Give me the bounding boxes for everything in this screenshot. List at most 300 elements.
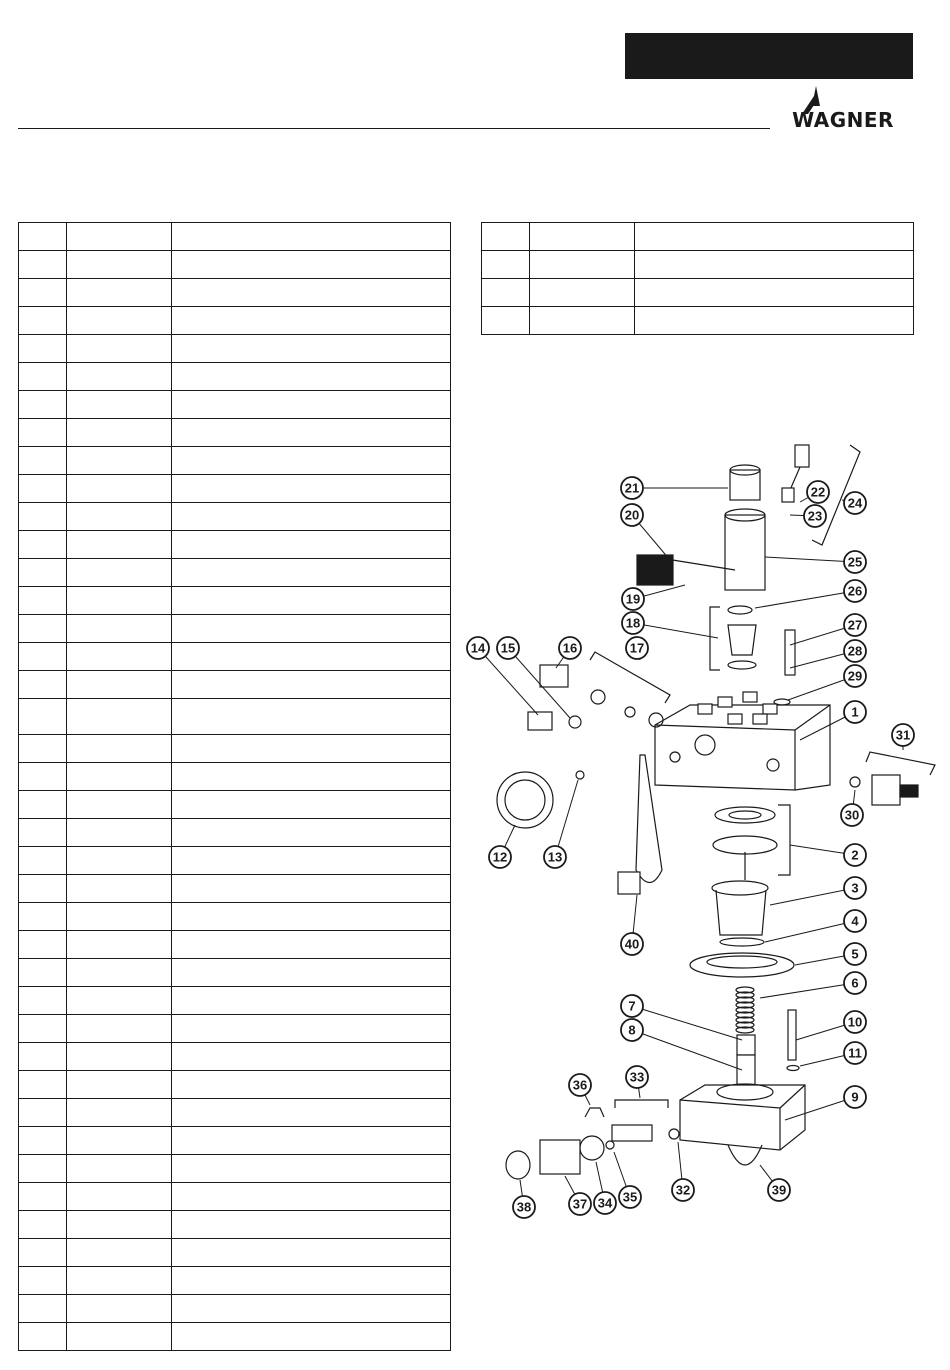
table-cell-pos	[19, 847, 67, 875]
table-cell-description	[172, 251, 451, 279]
block-plug	[718, 697, 732, 707]
callout-8	[621, 1019, 742, 1070]
table-cell-pos	[19, 875, 67, 903]
table-cell-pos	[19, 503, 67, 531]
cylinder-25	[725, 515, 765, 590]
table-cell-pos	[482, 251, 530, 279]
table-row	[19, 559, 451, 587]
callout-number: 12	[492, 849, 508, 865]
bottom-block	[680, 1085, 805, 1150]
block-plug	[763, 704, 777, 714]
callout-5	[795, 943, 866, 965]
valve-24-head	[795, 445, 809, 467]
callout-number: 23	[807, 508, 823, 524]
table-row	[19, 419, 451, 447]
seal-26	[728, 606, 752, 614]
table-cell-pos	[19, 819, 67, 847]
callout-20	[621, 504, 670, 560]
parts-table-right	[481, 222, 914, 335]
table-cell-pos	[19, 447, 67, 475]
table-cell-pos	[19, 1155, 67, 1183]
callout-number: 2	[851, 847, 859, 863]
washer-29	[774, 699, 790, 705]
oring-32	[669, 1129, 679, 1139]
table-row	[19, 531, 451, 559]
table-cell-description	[172, 223, 451, 251]
table-cell-order-no	[67, 587, 172, 615]
table-cell-description	[172, 1071, 451, 1099]
callout-number: 10	[847, 1014, 863, 1030]
callout-3	[770, 877, 866, 905]
table-cell-pos	[19, 419, 67, 447]
table-cell-description	[172, 1015, 451, 1043]
table-row	[19, 1267, 451, 1295]
callout-19	[622, 585, 685, 610]
callout-number: 38	[516, 1199, 532, 1215]
table-cell-pos	[19, 1239, 67, 1267]
table-row	[19, 1127, 451, 1155]
callout-number: 36	[572, 1077, 588, 1093]
table-cell-description	[172, 1267, 451, 1295]
table-row	[19, 615, 451, 643]
table-cell-pos	[19, 763, 67, 791]
table-cell-description	[635, 251, 914, 279]
table-cell-description	[172, 1043, 451, 1071]
table-row	[482, 279, 914, 307]
callout-11	[800, 1042, 866, 1066]
callout-21	[621, 477, 728, 499]
table-cell-order-no	[67, 1071, 172, 1099]
bracket-18	[710, 607, 720, 670]
callout-10	[796, 1011, 866, 1040]
callout-leader	[770, 888, 855, 905]
table-row	[19, 1295, 451, 1323]
table-cell-order-no	[67, 987, 172, 1015]
table-cell-order-no	[67, 1295, 172, 1323]
table-cell-pos	[19, 987, 67, 1015]
callout-number: 16	[562, 640, 578, 656]
table-cell-order-no	[67, 959, 172, 987]
callout-2	[790, 844, 866, 866]
bracket-17	[590, 652, 670, 703]
callout-number: 26	[847, 583, 863, 599]
cap-38	[506, 1151, 530, 1179]
callout-36	[569, 1074, 591, 1105]
callout-37	[565, 1176, 591, 1215]
table-cell-pos	[19, 1323, 67, 1351]
table-cell-pos	[482, 307, 530, 335]
table-cell-order-no	[67, 791, 172, 819]
table-cell-pos	[19, 223, 67, 251]
table-cell-order-no	[67, 671, 172, 699]
callout-12	[489, 825, 515, 868]
table-cell-pos	[19, 903, 67, 931]
header-black-bar	[625, 33, 913, 79]
knob-37	[540, 1140, 580, 1174]
ball-17	[625, 707, 635, 717]
table-row	[19, 251, 451, 279]
table-cell-description	[172, 987, 451, 1015]
table-row	[19, 587, 451, 615]
table-cell-pos	[19, 1183, 67, 1211]
table-cell-description	[172, 447, 451, 475]
callout-4	[765, 910, 866, 942]
callout-number: 4	[851, 913, 859, 929]
table-cell-description	[172, 475, 451, 503]
table-cell-description	[172, 1239, 451, 1267]
table-cell-pos	[19, 671, 67, 699]
table-cell-order-no	[67, 363, 172, 391]
table-cell-description	[172, 1211, 451, 1239]
callout-number: 14	[470, 640, 486, 656]
callout-number: 19	[625, 591, 641, 607]
callout-number: 34	[597, 1195, 613, 1211]
table-cell-description	[172, 279, 451, 307]
table-cell-pos	[19, 699, 67, 735]
table-row	[482, 251, 914, 279]
callout-number: 15	[500, 640, 516, 656]
table-cell-pos	[19, 959, 67, 987]
callout-number: 32	[675, 1182, 691, 1198]
table-row	[19, 903, 451, 931]
table-cell-order-no	[67, 307, 172, 335]
table-cell-order-no	[67, 447, 172, 475]
callout-number: 22	[810, 484, 826, 500]
callout-number: 24	[847, 495, 863, 511]
table-cell-pos	[19, 531, 67, 559]
table-cell-order-no	[67, 875, 172, 903]
table-cell-pos	[19, 615, 67, 643]
table-cell-order-no	[67, 503, 172, 531]
table-cell-pos	[19, 307, 67, 335]
table-cell-description	[172, 1183, 451, 1211]
fitting-16	[540, 665, 568, 687]
callout-30	[841, 790, 863, 826]
table-cell-description	[172, 875, 451, 903]
table-row	[19, 447, 451, 475]
table-cell-order-no	[67, 615, 172, 643]
table-cell-description	[172, 931, 451, 959]
table-cell-description	[172, 531, 451, 559]
o-ring-4	[720, 938, 764, 946]
clip-36	[585, 1108, 604, 1117]
table-row	[19, 643, 451, 671]
ring-5-inner	[707, 956, 777, 968]
table-cell-description	[172, 1099, 451, 1127]
table-cell-order-no	[67, 1099, 172, 1127]
callout-leader	[760, 983, 855, 998]
callout-leader	[755, 591, 855, 608]
callout-number: 29	[847, 668, 863, 684]
callout-33	[626, 1066, 648, 1098]
callout-29	[788, 665, 866, 700]
table-row	[19, 1071, 451, 1099]
table-cell-description	[172, 1127, 451, 1155]
callout-34	[594, 1162, 616, 1214]
housing-top	[712, 881, 768, 895]
table-cell-description	[172, 903, 451, 931]
callout-24	[842, 492, 866, 514]
table-cell-order-no	[530, 251, 635, 279]
table-cell-order-no	[530, 279, 635, 307]
callout-38	[513, 1180, 535, 1218]
table-cell-description	[635, 307, 914, 335]
table-cell-pos	[19, 279, 67, 307]
callout-leader	[633, 623, 718, 638]
table-row	[19, 1211, 451, 1239]
header-rule	[18, 128, 770, 129]
table-row	[19, 363, 451, 391]
table-cell-description	[172, 763, 451, 791]
bracket-2	[778, 805, 790, 875]
table-cell-order-no	[67, 559, 172, 587]
table-cell-pos	[19, 587, 67, 615]
table-cell-order-no	[67, 531, 172, 559]
callout-number: 9	[851, 1089, 859, 1105]
oring-15	[569, 716, 581, 728]
table-cell-order-no	[67, 1183, 172, 1211]
callout-number: 1	[851, 704, 859, 720]
knob-31	[872, 775, 900, 805]
callout-number: 28	[847, 643, 863, 659]
table-cell-order-no	[67, 903, 172, 931]
table-cell-order-no	[67, 819, 172, 847]
table-row	[19, 763, 451, 791]
seat-34	[580, 1136, 604, 1160]
table-cell-order-no	[67, 1043, 172, 1071]
screw-27	[785, 630, 795, 675]
table-cell-pos	[482, 223, 530, 251]
washer-11	[787, 1066, 799, 1071]
callout-31	[892, 724, 914, 750]
callout-23	[790, 505, 826, 527]
table-row	[19, 931, 451, 959]
callout-40	[621, 895, 643, 955]
table-row	[19, 1099, 451, 1127]
callout-number: 37	[572, 1196, 588, 1212]
table-row	[19, 699, 451, 735]
table-row	[19, 475, 451, 503]
table-row	[19, 671, 451, 699]
callout-number: 25	[847, 554, 863, 570]
callout-number: 11	[848, 1045, 862, 1061]
table-cell-pos	[19, 391, 67, 419]
table-cell-description	[172, 847, 451, 875]
table-row	[19, 1323, 451, 1351]
callout-32	[672, 1142, 694, 1201]
block-plug	[753, 714, 767, 724]
table-cell-pos	[19, 1071, 67, 1099]
piston-7	[737, 1035, 755, 1055]
callout-22	[800, 481, 829, 503]
table-cell-pos	[19, 735, 67, 763]
screw-10	[788, 1010, 796, 1060]
table-cell-order-no	[67, 1267, 172, 1295]
lever-40-knob	[618, 872, 640, 894]
table-row	[482, 307, 914, 335]
table-cell-description	[172, 1155, 451, 1183]
table-row	[19, 735, 451, 763]
table-cell-pos	[19, 1043, 67, 1071]
table-cell-order-no	[67, 931, 172, 959]
oring-17a	[591, 690, 605, 704]
seal-18-lower	[728, 661, 756, 669]
valve-18	[728, 625, 756, 655]
table-cell-description	[635, 279, 914, 307]
table-row	[19, 307, 451, 335]
callout-leader	[765, 557, 855, 562]
housing-body	[716, 890, 766, 935]
table-cell-pos	[19, 1015, 67, 1043]
table-cell-description	[172, 391, 451, 419]
fitting-14	[528, 712, 552, 730]
exploded-parts-diagram	[450, 430, 950, 1230]
table-cell-description	[172, 735, 451, 763]
table-cell-pos	[19, 251, 67, 279]
table-row	[19, 847, 451, 875]
diaphragm-ring	[715, 807, 775, 823]
table-cell-order-no	[67, 419, 172, 447]
callout-number: 27	[847, 617, 863, 633]
parts-table-left	[18, 222, 451, 1351]
table-cell-order-no	[530, 307, 635, 335]
callout-leader	[632, 1030, 742, 1070]
callout-39	[760, 1165, 790, 1201]
block-plug	[743, 692, 757, 702]
callout-25	[765, 551, 866, 573]
table-cell-order-no	[67, 251, 172, 279]
callout-17	[626, 637, 648, 660]
table-cell-order-no	[67, 223, 172, 251]
table-cell-description	[172, 363, 451, 391]
callout-number: 35	[622, 1189, 638, 1205]
callout-number: 39	[771, 1182, 787, 1198]
table-cell-order-no	[67, 475, 172, 503]
wagner-logo-text: WAGNER	[792, 108, 894, 132]
table-cell-description	[172, 335, 451, 363]
valve-24-stem	[790, 467, 800, 490]
table-cell-description	[172, 643, 451, 671]
oring-30	[850, 777, 860, 787]
table-cell-pos	[19, 335, 67, 363]
callout-number: 40	[624, 936, 640, 952]
table-row	[19, 875, 451, 903]
table-cell-description	[172, 587, 451, 615]
table-row	[19, 1183, 451, 1211]
table-cell-order-no	[67, 1015, 172, 1043]
callout-18	[622, 612, 718, 638]
table-cell-pos	[19, 1211, 67, 1239]
table-cell-pos	[482, 279, 530, 307]
table-row	[19, 335, 451, 363]
callout-26	[755, 580, 866, 608]
callout-number: 30	[844, 807, 860, 823]
table-row	[19, 1155, 451, 1183]
table-cell-pos	[19, 475, 67, 503]
table-cell-description	[172, 503, 451, 531]
table-row	[19, 1015, 451, 1043]
table-cell-description	[172, 559, 451, 587]
callout-leader	[632, 1006, 742, 1040]
callout-number: 20	[624, 507, 640, 523]
table-cell-pos	[19, 931, 67, 959]
table-cell-description	[172, 699, 451, 735]
table-cell-pos	[19, 643, 67, 671]
table-row	[19, 223, 451, 251]
callout-6	[760, 972, 866, 998]
table-cell-order-no	[67, 1155, 172, 1183]
valve-24-body	[782, 488, 794, 502]
table-cell-description	[172, 819, 451, 847]
table-cell-pos	[19, 1267, 67, 1295]
table-row	[19, 791, 451, 819]
callout-leader	[765, 921, 855, 942]
table-row	[19, 503, 451, 531]
nut-13	[576, 771, 584, 779]
bracket-33	[615, 1100, 668, 1108]
table-cell-pos	[19, 1127, 67, 1155]
table-cell-order-no	[67, 847, 172, 875]
table-row	[19, 1043, 451, 1071]
knob-31-tab	[900, 785, 918, 797]
callout-number: 31	[895, 727, 911, 743]
table-cell-description	[172, 307, 451, 335]
callout-number: 5	[851, 946, 859, 962]
callout-number: 7	[628, 998, 636, 1014]
block-plug	[728, 714, 742, 724]
table-cell-order-no	[530, 223, 635, 251]
table-cell-pos	[19, 1099, 67, 1127]
callout-number: 6	[851, 975, 859, 991]
table-cell-order-no	[67, 735, 172, 763]
table-row	[19, 391, 451, 419]
callout-number: 13	[547, 849, 563, 865]
table-row	[19, 279, 451, 307]
callout-number: 33	[629, 1069, 645, 1085]
callout-number: 17	[629, 640, 645, 656]
table-cell-description	[172, 959, 451, 987]
callout-16	[556, 637, 581, 668]
table-row	[19, 959, 451, 987]
callout-number: 21	[624, 480, 640, 496]
table-cell-order-no	[67, 335, 172, 363]
spring-35	[606, 1141, 614, 1149]
callout-28	[790, 640, 866, 668]
valve-33	[612, 1125, 652, 1141]
callout-leader	[555, 780, 578, 857]
table-cell-description	[172, 1295, 451, 1323]
table-row	[19, 987, 451, 1015]
table-row	[19, 1239, 451, 1267]
table-cell-description	[172, 671, 451, 699]
table-cell-pos	[19, 1295, 67, 1323]
callout-number: 18	[625, 615, 641, 631]
table-cell-order-no	[67, 763, 172, 791]
table-cell-description	[172, 1323, 451, 1351]
callout-35	[614, 1152, 641, 1208]
table-cell-description	[172, 791, 451, 819]
block-plug	[698, 704, 712, 714]
table-cell-order-no	[67, 1239, 172, 1267]
table-cell-description	[635, 223, 914, 251]
table-cell-order-no	[67, 1323, 172, 1351]
diaphragm-ring-inner	[729, 811, 761, 819]
table-row	[19, 819, 451, 847]
table-cell-description	[172, 419, 451, 447]
callout-number: 3	[851, 880, 859, 896]
diaphragm	[713, 836, 777, 854]
table-cell-description	[172, 615, 451, 643]
